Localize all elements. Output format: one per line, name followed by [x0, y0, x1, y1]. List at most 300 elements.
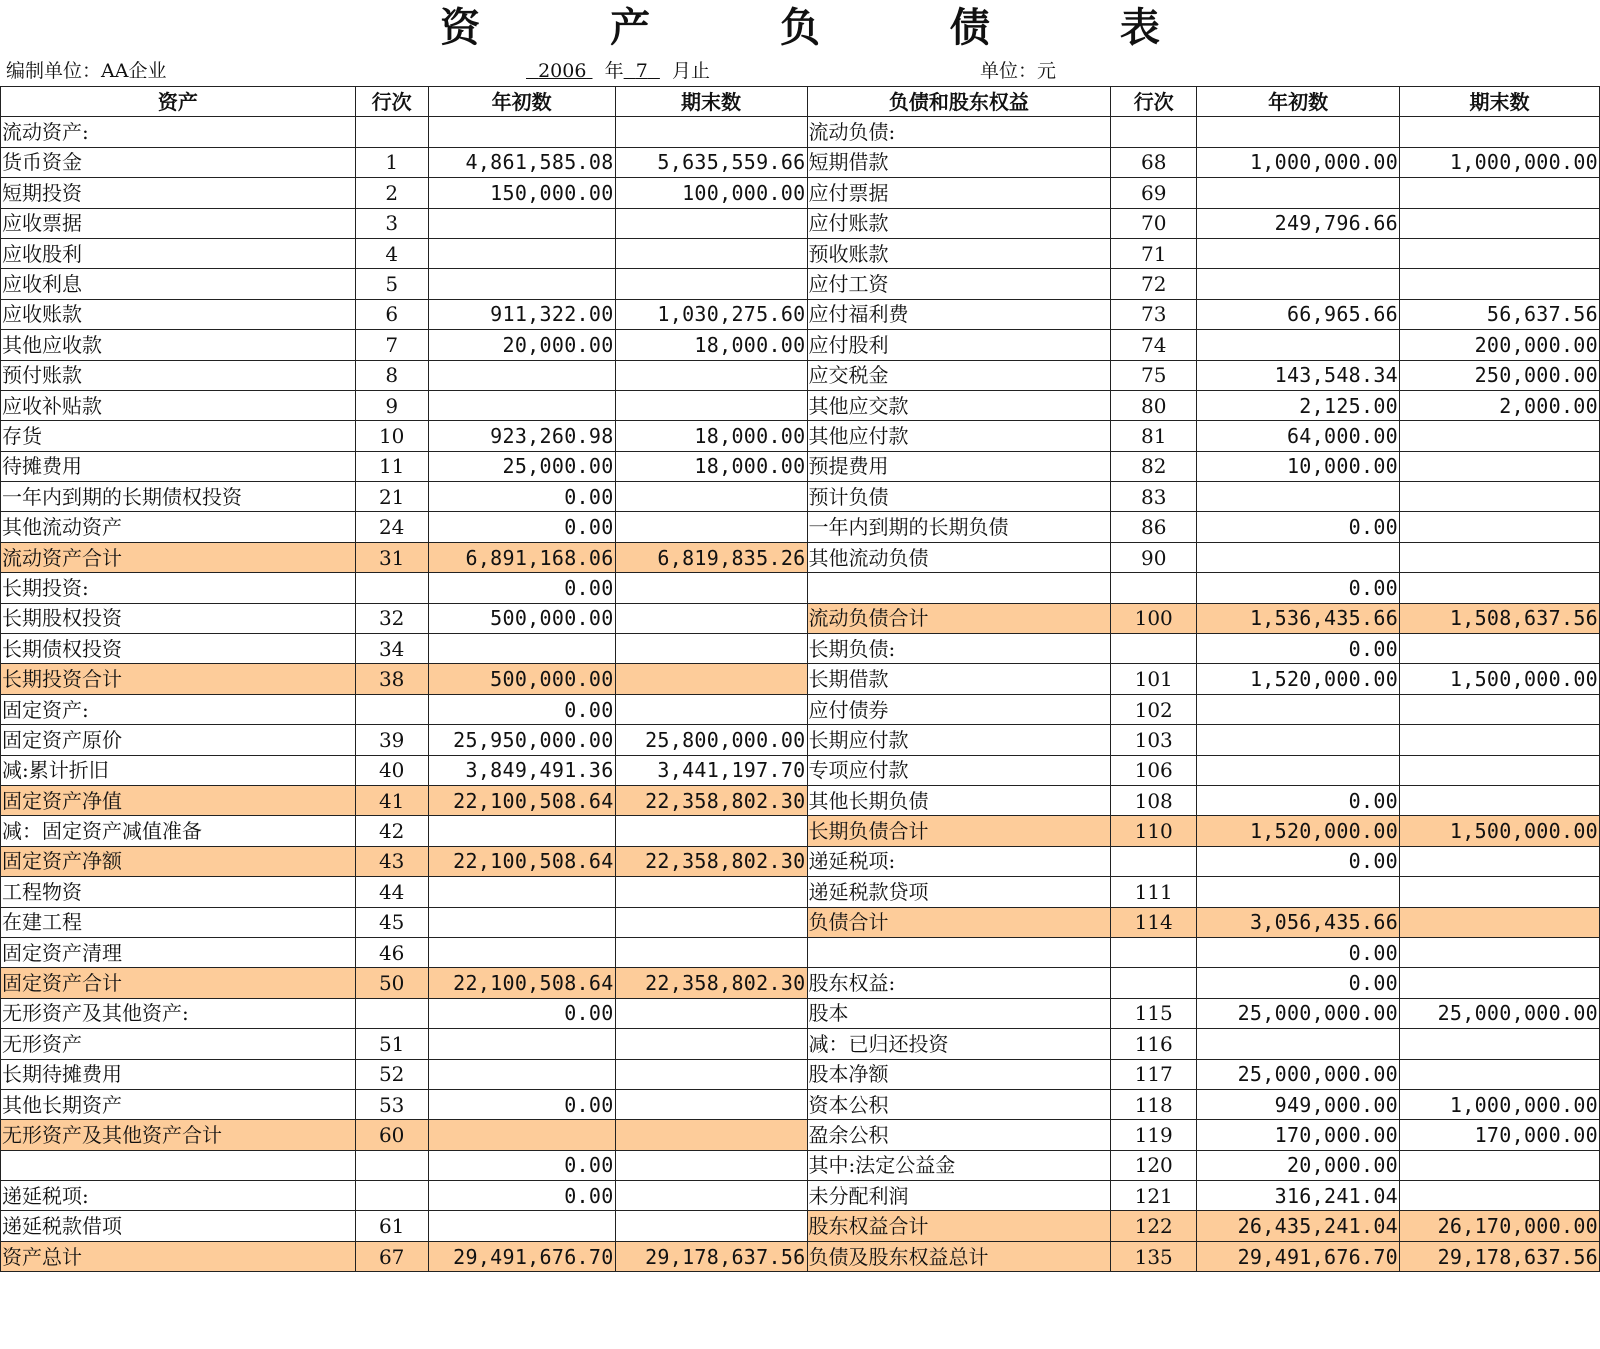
- asset-end-cell: [615, 1120, 807, 1150]
- asset-name-cell: 流动资产:: [1, 117, 356, 147]
- liability-end-cell: [1400, 482, 1600, 512]
- liability-end-cell: [1400, 573, 1600, 603]
- col-header-line-no-2: 行次: [1111, 87, 1197, 117]
- table-row: [1, 1029, 1600, 1059]
- liability-begin-cell: 0.00: [1197, 512, 1400, 542]
- liability-begin-cell: 0.00: [1197, 937, 1400, 967]
- table-body: [1, 117, 1600, 1272]
- table-row: [1, 664, 1600, 694]
- liability-begin-cell: 0.00: [1197, 634, 1400, 664]
- asset-begin-cell: 500,000.00: [428, 603, 615, 633]
- asset-line-no-cell: 11: [355, 451, 428, 481]
- asset-name-cell: 应收股利: [1, 238, 356, 268]
- col-header-line-no: 行次: [355, 87, 428, 117]
- liability-name-cell: 股本净额: [807, 1059, 1111, 1089]
- table-row: [1, 1120, 1600, 1150]
- asset-end-cell: [615, 634, 807, 664]
- liability-end-cell: [1400, 542, 1600, 572]
- col-header-end: 期末数: [615, 87, 807, 117]
- table-row: [1, 299, 1600, 329]
- asset-begin-cell: 0.00: [428, 1089, 615, 1119]
- asset-line-no-cell: [355, 1181, 428, 1211]
- asset-end-cell: [615, 482, 807, 512]
- liability-begin-cell: [1197, 238, 1400, 268]
- asset-name-cell: 存货: [1, 421, 356, 451]
- asset-end-cell: [615, 512, 807, 542]
- liability-begin-cell: 26,435,241.04: [1197, 1211, 1400, 1241]
- liability-end-cell: [1400, 1181, 1600, 1211]
- liability-name-cell: 短期借款: [807, 147, 1111, 177]
- asset-line-no-cell: 38: [355, 664, 428, 694]
- liability-name-cell: 应付账款: [807, 208, 1111, 238]
- liability-end-cell: 26,170,000.00: [1400, 1211, 1600, 1241]
- asset-line-no-cell: 4: [355, 238, 428, 268]
- asset-name-cell: 应收利息: [1, 269, 356, 299]
- asset-line-no-cell: 41: [355, 785, 428, 815]
- asset-end-cell: 1,030,275.60: [615, 299, 807, 329]
- liability-name-cell: 股东权益:: [807, 968, 1111, 998]
- liability-line-no-cell: 115: [1111, 998, 1197, 1028]
- liability-begin-cell: 20,000.00: [1197, 1150, 1400, 1180]
- liability-begin-cell: 0.00: [1197, 846, 1400, 876]
- liability-end-cell: [1400, 694, 1600, 724]
- liability-begin-cell: 66,965.66: [1197, 299, 1400, 329]
- table-row: [1, 573, 1600, 603]
- liability-end-cell: 1,000,000.00: [1400, 147, 1600, 177]
- liability-end-cell: [1400, 937, 1600, 967]
- asset-line-no-cell: 60: [355, 1120, 428, 1150]
- liability-begin-cell: 1,520,000.00: [1197, 816, 1400, 846]
- liability-name-cell: [807, 937, 1111, 967]
- liability-begin-cell: [1197, 330, 1400, 360]
- asset-name-cell: 递延税项:: [1, 1181, 356, 1211]
- liability-name-cell: 专项应付款: [807, 755, 1111, 785]
- col-header-end-2: 期末数: [1400, 87, 1600, 117]
- table-row: [1, 877, 1600, 907]
- table-row: [1, 1181, 1600, 1211]
- asset-line-no-cell: 5: [355, 269, 428, 299]
- table-row: [1, 998, 1600, 1028]
- liability-line-no-cell: 68: [1111, 147, 1197, 177]
- asset-end-cell: 18,000.00: [615, 451, 807, 481]
- liability-end-cell: [1400, 117, 1600, 147]
- page-title: 资 产 负 债 表: [440, 4, 1218, 51]
- asset-begin-cell: 500,000.00: [428, 664, 615, 694]
- liability-line-no-cell: 118: [1111, 1089, 1197, 1119]
- liability-begin-cell: 170,000.00: [1197, 1120, 1400, 1150]
- asset-name-cell: 其他流动资产: [1, 512, 356, 542]
- asset-name-cell: 递延税款借项: [1, 1211, 356, 1241]
- liability-line-no-cell: [1111, 634, 1197, 664]
- col-header-assets: 资产: [1, 87, 356, 117]
- year-value: [526, 60, 593, 82]
- asset-begin-cell: 22,100,508.64: [428, 968, 615, 998]
- liability-end-cell: [1400, 421, 1600, 451]
- table-row: [1, 451, 1600, 481]
- liability-line-no-cell: [1111, 937, 1197, 967]
- month-text: 7: [635, 60, 648, 82]
- asset-name-cell: 货币资金: [1, 147, 356, 177]
- asset-line-no-cell: 6: [355, 299, 428, 329]
- asset-line-no-cell: 31: [355, 542, 428, 572]
- liability-end-cell: 1,500,000.00: [1400, 816, 1600, 846]
- table-row: [1, 390, 1600, 420]
- liability-begin-cell: [1197, 542, 1400, 572]
- asset-line-no-cell: 21: [355, 482, 428, 512]
- liability-end-cell: [1400, 785, 1600, 815]
- liability-begin-cell: [1197, 725, 1400, 755]
- asset-line-no-cell: 10: [355, 421, 428, 451]
- currency-unit: 单位：元: [980, 60, 1057, 82]
- col-header-begin-2: 年初数: [1197, 87, 1400, 117]
- asset-end-cell: [615, 238, 807, 268]
- asset-end-cell: [615, 1211, 807, 1241]
- liability-name-cell: 长期应付款: [807, 725, 1111, 755]
- liability-name-cell: 其他应交款: [807, 390, 1111, 420]
- liability-begin-cell: [1197, 482, 1400, 512]
- liability-begin-cell: 949,000.00: [1197, 1089, 1400, 1119]
- asset-end-cell: 5,635,559.66: [615, 147, 807, 177]
- asset-begin-cell: [428, 117, 615, 147]
- liability-end-cell: [1400, 238, 1600, 268]
- table-row: [1, 907, 1600, 937]
- liability-end-cell: 1,500,000.00: [1400, 664, 1600, 694]
- asset-name-cell: 资产总计: [1, 1241, 356, 1271]
- liability-end-cell: [1400, 877, 1600, 907]
- liability-line-no-cell: [1111, 117, 1197, 147]
- year-suffix: 年: [604, 60, 624, 82]
- asset-begin-cell: [428, 877, 615, 907]
- asset-name-cell: 流动资产合计: [1, 542, 356, 572]
- liability-end-cell: [1400, 634, 1600, 664]
- asset-end-cell: [615, 1089, 807, 1119]
- liability-end-cell: 2,000.00: [1400, 390, 1600, 420]
- asset-end-cell: [615, 937, 807, 967]
- liability-begin-cell: 0.00: [1197, 785, 1400, 815]
- liability-end-cell: 1,508,637.56: [1400, 603, 1600, 633]
- asset-begin-cell: 0.00: [428, 1150, 615, 1180]
- asset-line-no-cell: 44: [355, 877, 428, 907]
- liability-begin-cell: 64,000.00: [1197, 421, 1400, 451]
- asset-name-cell: 长期投资:: [1, 573, 356, 603]
- liability-line-no-cell: 111: [1111, 877, 1197, 907]
- liability-end-cell: 25,000,000.00: [1400, 998, 1600, 1028]
- asset-name-cell: 固定资产净值: [1, 785, 356, 815]
- liability-begin-cell: 29,491,676.70: [1197, 1241, 1400, 1271]
- unit-label: 编制单位：AA企业: [6, 60, 167, 82]
- liability-line-no-cell: [1111, 968, 1197, 998]
- asset-end-cell: [615, 694, 807, 724]
- asset-name-cell: 固定资产合计: [1, 968, 356, 998]
- asset-line-no-cell: 45: [355, 907, 428, 937]
- liability-name-cell: 递延税项:: [807, 846, 1111, 876]
- asset-name-cell: 应收账款: [1, 299, 356, 329]
- asset-name-cell: 一年内到期的长期债权投资: [1, 482, 356, 512]
- asset-begin-cell: [428, 1029, 615, 1059]
- asset-begin-cell: 25,000.00: [428, 451, 615, 481]
- liability-name-cell: 负债合计: [807, 907, 1111, 937]
- liability-line-no-cell: 80: [1111, 390, 1197, 420]
- liability-name-cell: 应付工资: [807, 269, 1111, 299]
- asset-name-cell: 无形资产及其他资产合计: [1, 1120, 356, 1150]
- liability-line-no-cell: 73: [1111, 299, 1197, 329]
- liability-name-cell: 其中:法定公益金: [807, 1150, 1111, 1180]
- asset-begin-cell: 0.00: [428, 482, 615, 512]
- table-row: [1, 512, 1600, 542]
- asset-begin-cell: 0.00: [428, 512, 615, 542]
- liability-line-no-cell: 121: [1111, 1181, 1197, 1211]
- balance-sheet-table: [0, 86, 1600, 1272]
- liability-name-cell: [807, 573, 1111, 603]
- asset-line-no-cell: [355, 117, 428, 147]
- liability-line-no-cell: 117: [1111, 1059, 1197, 1089]
- liability-name-cell: 其他应付款: [807, 421, 1111, 451]
- asset-end-cell: 18,000.00: [615, 421, 807, 451]
- liability-line-no-cell: 108: [1111, 785, 1197, 815]
- asset-begin-cell: [428, 390, 615, 420]
- asset-line-no-cell: [355, 1150, 428, 1180]
- asset-begin-cell: 150,000.00: [428, 178, 615, 208]
- asset-end-cell: 100,000.00: [615, 178, 807, 208]
- table-row: [1, 1150, 1600, 1180]
- table-row: [1, 330, 1600, 360]
- asset-end-cell: 3,441,197.70: [615, 755, 807, 785]
- liability-end-cell: 250,000.00: [1400, 360, 1600, 390]
- liability-end-cell: 170,000.00: [1400, 1120, 1600, 1150]
- asset-name-cell: 长期待摊费用: [1, 1059, 356, 1089]
- liability-end-cell: [1400, 1029, 1600, 1059]
- liability-end-cell: 29,178,637.56: [1400, 1241, 1600, 1271]
- asset-begin-cell: 20,000.00: [428, 330, 615, 360]
- asset-begin-cell: [428, 816, 615, 846]
- table-row: [1, 755, 1600, 785]
- table-row: [1, 937, 1600, 967]
- asset-line-no-cell: 2: [355, 178, 428, 208]
- liability-name-cell: 应付债券: [807, 694, 1111, 724]
- liability-end-cell: 56,637.56: [1400, 299, 1600, 329]
- liability-name-cell: 应付股利: [807, 330, 1111, 360]
- liability-begin-cell: 1,536,435.66: [1197, 603, 1400, 633]
- asset-name-cell: 其他长期资产: [1, 1089, 356, 1119]
- asset-end-cell: [615, 998, 807, 1028]
- liability-name-cell: 减：已归还投资: [807, 1029, 1111, 1059]
- liability-begin-cell: [1197, 178, 1400, 208]
- asset-begin-cell: 3,849,491.36: [428, 755, 615, 785]
- liability-line-no-cell: 70: [1111, 208, 1197, 238]
- liability-line-no-cell: 119: [1111, 1120, 1197, 1150]
- asset-name-cell: 无形资产: [1, 1029, 356, 1059]
- table-row: [1, 846, 1600, 876]
- asset-begin-cell: [428, 937, 615, 967]
- liability-begin-cell: [1197, 755, 1400, 785]
- liability-name-cell: 递延税款贷项: [807, 877, 1111, 907]
- liability-line-no-cell: [1111, 573, 1197, 603]
- asset-end-cell: [615, 664, 807, 694]
- asset-end-cell: [615, 360, 807, 390]
- liability-line-no-cell: [1111, 846, 1197, 876]
- asset-name-cell: 无形资产及其他资产:: [1, 998, 356, 1028]
- asset-end-cell: 22,358,802.30: [615, 785, 807, 815]
- liability-end-cell: [1400, 178, 1600, 208]
- liability-name-cell: 预计负债: [807, 482, 1111, 512]
- asset-name-cell: 长期股权投资: [1, 603, 356, 633]
- table-row: [1, 542, 1600, 572]
- liability-name-cell: 长期负债合计: [807, 816, 1111, 846]
- asset-line-no-cell: 9: [355, 390, 428, 420]
- month-suffix: 月止: [671, 60, 710, 82]
- table-row: [1, 1089, 1600, 1119]
- asset-line-no-cell: 43: [355, 846, 428, 876]
- report-period: [526, 58, 710, 84]
- asset-end-cell: [615, 603, 807, 633]
- table-row: [1, 208, 1600, 238]
- liability-begin-cell: [1197, 117, 1400, 147]
- liability-name-cell: 其他流动负债: [807, 542, 1111, 572]
- liability-line-no-cell: 122: [1111, 1211, 1197, 1241]
- asset-end-cell: [615, 573, 807, 603]
- liability-line-no-cell: 75: [1111, 360, 1197, 390]
- asset-line-no-cell: 67: [355, 1241, 428, 1271]
- liability-end-cell: [1400, 755, 1600, 785]
- asset-end-cell: 22,358,802.30: [615, 968, 807, 998]
- asset-begin-cell: 25,950,000.00: [428, 725, 615, 755]
- liability-begin-cell: 2,125.00: [1197, 390, 1400, 420]
- asset-name-cell: 应收补贴款: [1, 390, 356, 420]
- liability-line-no-cell: 71: [1111, 238, 1197, 268]
- liability-name-cell: 未分配利润: [807, 1181, 1111, 1211]
- liability-name-cell: 预提费用: [807, 451, 1111, 481]
- liability-name-cell: 长期负债:: [807, 634, 1111, 664]
- liability-line-no-cell: 86: [1111, 512, 1197, 542]
- liability-end-cell: [1400, 725, 1600, 755]
- asset-end-cell: [615, 907, 807, 937]
- asset-end-cell: [615, 1059, 807, 1089]
- liability-name-cell: 股东权益合计: [807, 1211, 1111, 1241]
- liability-end-cell: [1400, 1059, 1600, 1089]
- table-row: [1, 147, 1600, 177]
- asset-line-no-cell: 52: [355, 1059, 428, 1089]
- liability-end-cell: [1400, 1150, 1600, 1180]
- table-header-row: [1, 87, 1600, 117]
- liability-begin-cell: [1197, 694, 1400, 724]
- liability-name-cell: 流动负债合计: [807, 603, 1111, 633]
- asset-line-no-cell: 61: [355, 1211, 428, 1241]
- liability-name-cell: 预收账款: [807, 238, 1111, 268]
- liability-begin-cell: 25,000,000.00: [1197, 1059, 1400, 1089]
- liability-end-cell: 1,000,000.00: [1400, 1089, 1600, 1119]
- liability-line-no-cell: 82: [1111, 451, 1197, 481]
- asset-begin-cell: 0.00: [428, 573, 615, 603]
- year-text: 2006: [538, 60, 587, 82]
- asset-line-no-cell: [355, 694, 428, 724]
- asset-name-cell: 固定资产净额: [1, 846, 356, 876]
- liability-name-cell: 股本: [807, 998, 1111, 1028]
- liability-line-no-cell: 72: [1111, 269, 1197, 299]
- asset-line-no-cell: [355, 998, 428, 1028]
- table-row: [1, 634, 1600, 664]
- asset-begin-cell: 911,322.00: [428, 299, 615, 329]
- asset-end-cell: [615, 877, 807, 907]
- asset-line-no-cell: 3: [355, 208, 428, 238]
- asset-name-cell: 长期投资合计: [1, 664, 356, 694]
- liability-name-cell: 应付票据: [807, 178, 1111, 208]
- asset-begin-cell: [428, 907, 615, 937]
- asset-end-cell: [615, 1150, 807, 1180]
- asset-name-cell: 在建工程: [1, 907, 356, 937]
- liability-begin-cell: 143,548.34: [1197, 360, 1400, 390]
- liability-line-no-cell: 114: [1111, 907, 1197, 937]
- asset-line-no-cell: 8: [355, 360, 428, 390]
- liability-begin-cell: 25,000,000.00: [1197, 998, 1400, 1028]
- liability-name-cell: 盈余公积: [807, 1120, 1111, 1150]
- liability-line-no-cell: 120: [1111, 1150, 1197, 1180]
- table-row: [1, 725, 1600, 755]
- liability-line-no-cell: 101: [1111, 664, 1197, 694]
- asset-name-cell: 短期投资: [1, 178, 356, 208]
- liability-end-cell: [1400, 512, 1600, 542]
- liability-end-cell: 200,000.00: [1400, 330, 1600, 360]
- liability-name-cell: 资本公积: [807, 1089, 1111, 1119]
- asset-line-no-cell: 50: [355, 968, 428, 998]
- asset-line-no-cell: 7: [355, 330, 428, 360]
- asset-name-cell: 固定资产原价: [1, 725, 356, 755]
- liability-line-no-cell: 83: [1111, 482, 1197, 512]
- liability-name-cell: 一年内到期的长期负债: [807, 512, 1111, 542]
- asset-line-no-cell: 40: [355, 755, 428, 785]
- asset-name-cell: 应收票据: [1, 208, 356, 238]
- asset-name-cell: 固定资产:: [1, 694, 356, 724]
- asset-end-cell: [615, 117, 807, 147]
- liability-name-cell: 长期借款: [807, 664, 1111, 694]
- asset-line-no-cell: 1: [355, 147, 428, 177]
- asset-end-cell: 18,000.00: [615, 330, 807, 360]
- liability-end-cell: [1400, 968, 1600, 998]
- asset-end-cell: 25,800,000.00: [615, 725, 807, 755]
- asset-begin-cell: 0.00: [428, 694, 615, 724]
- asset-begin-cell: 0.00: [428, 998, 615, 1028]
- asset-name-cell: 工程物资: [1, 877, 356, 907]
- asset-begin-cell: 29,491,676.70: [428, 1241, 615, 1271]
- liability-name-cell: 其他长期负债: [807, 785, 1111, 815]
- table-row: [1, 603, 1600, 633]
- table-row: [1, 269, 1600, 299]
- asset-begin-cell: 923,260.98: [428, 421, 615, 451]
- asset-begin-cell: [428, 1211, 615, 1241]
- table-row: [1, 238, 1600, 268]
- liability-line-no-cell: 135: [1111, 1241, 1197, 1271]
- asset-name-cell: [1, 1150, 356, 1180]
- asset-name-cell: 固定资产清理: [1, 937, 356, 967]
- asset-begin-cell: 4,861,585.08: [428, 147, 615, 177]
- asset-begin-cell: 0.00: [428, 1181, 615, 1211]
- liability-begin-cell: 10,000.00: [1197, 451, 1400, 481]
- asset-line-no-cell: [355, 573, 428, 603]
- asset-begin-cell: 6,891,168.06: [428, 542, 615, 572]
- liability-line-no-cell: 69: [1111, 178, 1197, 208]
- liability-name-cell: 流动负债:: [807, 117, 1111, 147]
- asset-end-cell: 29,178,637.56: [615, 1241, 807, 1271]
- month-value: [624, 60, 660, 82]
- asset-begin-cell: 22,100,508.64: [428, 846, 615, 876]
- asset-end-cell: [615, 1181, 807, 1211]
- liability-line-no-cell: 110: [1111, 816, 1197, 846]
- liability-line-no-cell: 90: [1111, 542, 1197, 572]
- liability-end-cell: [1400, 269, 1600, 299]
- asset-name-cell: 待摊费用: [1, 451, 356, 481]
- col-header-begin: 年初数: [428, 87, 615, 117]
- asset-line-no-cell: 46: [355, 937, 428, 967]
- asset-line-no-cell: 32: [355, 603, 428, 633]
